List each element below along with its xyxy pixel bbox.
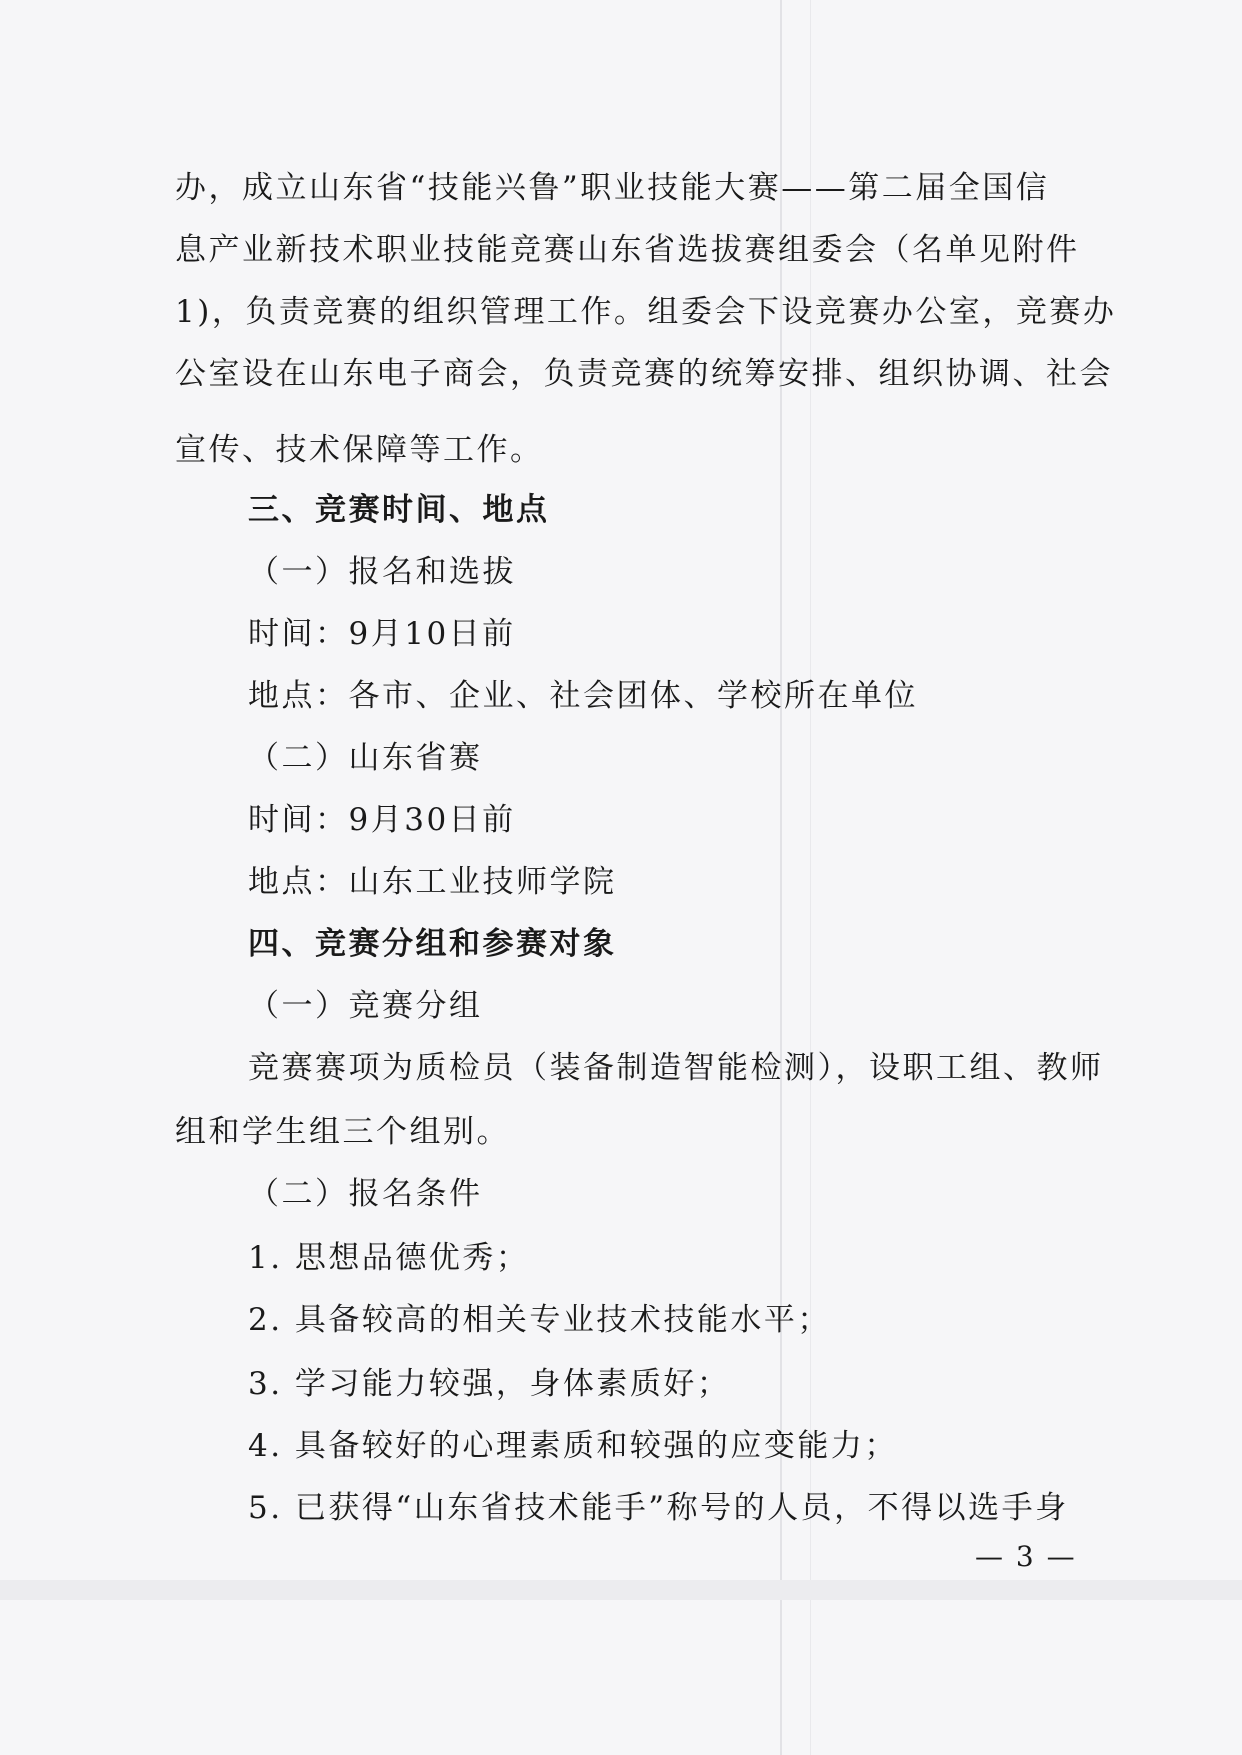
section-3-sub2-place: 地点：山东工业技师学院 (248, 864, 617, 900)
section-4-sub2-heading: （二）报名条件 (248, 1176, 483, 1212)
section-4-sub1-heading: （一）竞赛分组 (248, 988, 483, 1024)
section-3-heading: 三、竞赛时间、地点 (248, 492, 550, 528)
section-4-heading: 四、竞赛分组和参赛对象 (248, 926, 617, 962)
section-3-sub1-heading: （一）报名和选拔 (248, 554, 516, 590)
condition-1: 1. 思想品德优秀； (248, 1240, 530, 1276)
condition-3: 3. 学习能力较强，身体素质好； (248, 1366, 731, 1402)
condition-5: 5. 已获得“山东省技术能手”称号的人员，不得以选手身 (248, 1490, 1069, 1526)
intro-line-2: 息产业新技术职业技能竞赛山东省选拔赛组委会（名单见附件 (175, 232, 1080, 268)
intro-line-5: 宣传、技术保障等工作。 (175, 432, 544, 468)
section-3-sub1-place: 地点：各市、企业、社会团体、学校所在单位 (248, 678, 918, 714)
page-number: — 3 — (975, 1540, 1077, 1573)
section-4-sub1-line-1: 竞赛赛项为质检员（装备制造智能检测），设职工组、教师 (248, 1050, 1104, 1086)
section-4-sub1-line-2: 组和学生组三个组别。 (175, 1114, 510, 1150)
intro-line-4: 公室设在山东电子商会，负责竞赛的统筹安排、组织协调、社会 (175, 356, 1113, 392)
condition-4: 4. 具备较好的心理素质和较强的应变能力； (248, 1428, 898, 1464)
section-3-sub1-time: 时间：9月10日前 (248, 616, 516, 652)
condition-2: 2. 具备较高的相关专业技术技能水平； (248, 1302, 831, 1338)
section-3-sub2-time: 时间：9月30日前 (248, 802, 516, 838)
intro-line-3: 1)，负责竞赛的组织管理工作。组委会下设竞赛办公室，竞赛办 (175, 294, 1117, 330)
intro-line-1: 办，成立山东省“技能兴鲁”职业技能大赛——第二届全国信 (175, 170, 1050, 206)
section-3-sub2-heading: （二）山东省赛 (248, 740, 483, 776)
